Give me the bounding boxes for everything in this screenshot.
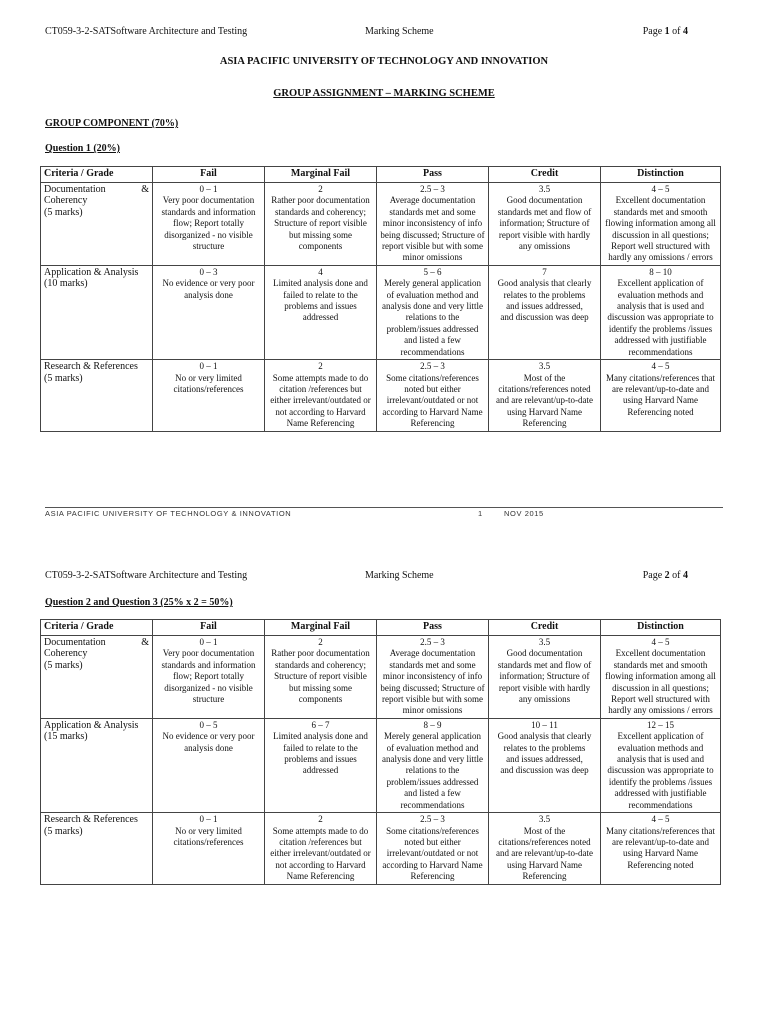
- criteria-cell: [41, 718, 153, 812]
- criteria-title: [44, 637, 149, 648]
- grade-cell: 3.5 Most of the citations/references noted and are relevant/up-to-date using Harvard Name Referencing: [489, 813, 601, 884]
- criteria-name-cont: Coherency: [44, 648, 88, 660]
- criteria-marks: (15 marks): [44, 731, 88, 743]
- criteria-marks: (5 marks): [44, 206, 83, 218]
- column-header: Marginal Fail: [265, 620, 377, 636]
- grade-cell: 2.5 – 3 Some citations/references noted but either irrelevant/outdated or not according to Harvard Name Referencing: [377, 813, 489, 884]
- document-page-2: [0, 560, 768, 1024]
- grade-cell: 6 – 7 Limited analysis done and failed to relate to the problems and issues addressed: [265, 718, 377, 812]
- criteria-title: [44, 361, 149, 372]
- grade-cell: 0 – 1 No or very limited citations/references: [153, 360, 265, 431]
- grade-cell: 5 – 6 Merely general application of evaluation method and analysis done and very little relations to the problem/issues addressed and listed a few recommendations: [377, 265, 489, 359]
- criteria-name: Documentation: [44, 637, 106, 648]
- grade-cell: 0 – 1 Very poor documentation standards and information flow; Report totally disorganized - no visible structure: [153, 183, 265, 266]
- table-row: [41, 183, 721, 266]
- page-indicator: Page 1 of 4: [642, 26, 688, 37]
- grade-cell: 2 Rather poor documentation standards and coherency; Structure of report visible but missing some components: [265, 636, 377, 719]
- footer-page-number: 1: [478, 509, 483, 518]
- column-header: Fail: [153, 167, 265, 183]
- grade-cell: 4 – 5 Many citations/references that are relevant/up-to-date and using Harvard Name Referencing noted: [601, 360, 721, 431]
- assignment-title: GROUP ASSIGNMENT – MARKING SCHEME: [273, 88, 495, 99]
- grade-cell: 7 Good analysis that clearly relates to the problems and issues addressed, and discussion was deep: [489, 265, 601, 359]
- component-heading: GROUP COMPONENT (70%): [45, 118, 179, 129]
- document-type: Marking Scheme: [365, 570, 434, 581]
- criteria-marks: (5 marks): [44, 659, 83, 671]
- question-heading: Question 2 and Question 3 (25% x 2 = 50%): [45, 597, 233, 608]
- grade-cell: 3.5 Good documentation standards met and flow of information; Structure of report visible with hardly any omissions: [489, 183, 601, 266]
- grade-cell: 4 – 5 Many citations/references that are relevant/up-to-date and using Harvard Name Referencing noted: [601, 813, 721, 884]
- criteria-cell: [41, 265, 153, 359]
- criteria-ampersand: &: [141, 637, 149, 648]
- criteria-name-cont: Coherency: [44, 195, 88, 207]
- grade-cell: 8 – 10 Excellent application of evaluation methods and analysis that is used and discussion was appropriate to identify the problems /issues addressed with justifiable recommendations: [601, 265, 721, 359]
- criteria-title: [44, 267, 149, 278]
- grade-cell: 0 – 3 No evidence or very poor analysis done: [153, 265, 265, 359]
- grade-cell: 12 – 15 Excellent application of evaluation methods and analysis that is used and discussion was appropriate to identify the problems /issues addressed with justifiable recommendations: [601, 718, 721, 812]
- column-header: Credit: [489, 620, 601, 636]
- grade-cell: 4 – 5 Excellent documentation standards met and smooth flowing information among all discussion in all questions; Report well structured with hardly any omissions / errors: [601, 183, 721, 266]
- grade-cell: 0 – 1 Very poor documentation standards and information flow; Report totally disorganized - no visible structure: [153, 636, 265, 719]
- criteria-name: Research & References: [44, 814, 138, 826]
- grade-cell: 10 – 11 Good analysis that clearly relates to the problems and issues addressed, and discussion was deep: [489, 718, 601, 812]
- criteria-name: Research & References: [44, 361, 138, 373]
- column-header: Pass: [377, 167, 489, 183]
- grade-cell: 0 – 5 No evidence or very poor analysis done: [153, 718, 265, 812]
- table-row: [41, 360, 721, 431]
- criteria-name: Application & Analysis: [44, 266, 139, 278]
- grade-cell: 2 Rather poor documentation standards and coherency; Structure of report visible but missing some components: [265, 183, 377, 266]
- page-footer: [45, 507, 723, 518]
- criteria-cell: [41, 813, 153, 884]
- page-header: [45, 570, 688, 584]
- criteria-name: Application & Analysis: [44, 719, 139, 731]
- grade-cell: 2 Some attempts made to do citation /references but either irrelevant/outdated or not according to Harvard Name Referencing: [265, 813, 377, 884]
- grade-cell: 2.5 – 3 Average documentation standards met and some minor inconsistency of info being discussed; Structure of report visible but with some minor omissions: [377, 183, 489, 266]
- table-row: [41, 636, 721, 719]
- grade-cell: 4 – 5 Excellent documentation standards met and smooth flowing information among all discussion in all questions; Report well structured with hardly any omissions / errors: [601, 636, 721, 719]
- table-header-row: [41, 167, 721, 183]
- marking-table-q1: [40, 166, 721, 432]
- criteria-title: [44, 720, 149, 731]
- column-header: Distinction: [601, 620, 721, 636]
- criteria-ampersand: &: [141, 184, 149, 195]
- criteria-title: [44, 184, 149, 195]
- table-row: [41, 813, 721, 884]
- course-title: CT059-3-2-SATSoftware Architecture and Testing: [45, 26, 248, 37]
- criteria-cell: [41, 183, 153, 266]
- grade-cell: 3.5 Good documentation standards met and flow of information; Structure of report visible with hardly any omissions: [489, 636, 601, 719]
- table-header-row: [41, 620, 721, 636]
- grade-cell: 0 – 1 No or very limited citations/references: [153, 813, 265, 884]
- grade-cell: 3.5 Most of the citations/references noted and are relevant/up-to-date using Harvard Name Referencing: [489, 360, 601, 431]
- footer-university: ASIA PACIFIC UNIVERSITY OF TECHNOLOGY & INNOVATION: [45, 509, 292, 518]
- column-header: Criteria / Grade: [41, 620, 153, 636]
- criteria-marks: (5 marks): [44, 825, 83, 837]
- grade-cell: 2.5 – 3 Average documentation standards met and some minor inconsistency of info being discussed; Structure of report visible but with some minor omissions: [377, 636, 489, 719]
- question-heading: Question 1 (20%): [45, 143, 120, 154]
- column-header: Criteria / Grade: [41, 167, 153, 183]
- page-header: [45, 26, 688, 40]
- footer-date: NOV 2015: [504, 509, 544, 518]
- column-header: Marginal Fail: [265, 167, 377, 183]
- grade-cell: 2.5 – 3 Some citations/references noted but either irrelevant/outdated or not according to Harvard Name Referencing: [377, 360, 489, 431]
- column-header: Fail: [153, 620, 265, 636]
- criteria-marks: (5 marks): [44, 372, 83, 384]
- marking-table-q2-q3: [40, 619, 721, 885]
- grade-cell: 2 Some attempts made to do citation /references but either irrelevant/outdated or not according to Harvard Name Referencing: [265, 360, 377, 431]
- column-header: Credit: [489, 167, 601, 183]
- table-row: [41, 265, 721, 359]
- criteria-marks: (10 marks): [44, 278, 88, 290]
- column-header: Pass: [377, 620, 489, 636]
- table-row: [41, 718, 721, 812]
- criteria-name: Documentation: [44, 184, 106, 195]
- grade-cell: 8 – 9 Merely general application of evaluation method and analysis done and very little relations to the problem/issues addressed and listed a few recommendations: [377, 718, 489, 812]
- criteria-title: [44, 814, 149, 825]
- course-title: CT059-3-2-SATSoftware Architecture and Testing: [45, 570, 248, 581]
- university-title: ASIA PACIFIC UNIVERSITY OF TECHNOLOGY AND INNOVATION: [219, 56, 549, 67]
- criteria-cell: [41, 360, 153, 431]
- grade-cell: 4 Limited analysis done and failed to relate to the problems and issues addressed: [265, 265, 377, 359]
- column-header: Distinction: [601, 167, 721, 183]
- criteria-cell: [41, 636, 153, 719]
- document-type: Marking Scheme: [365, 26, 434, 37]
- page-indicator: Page 2 of 4: [642, 570, 688, 581]
- page-gap: [0, 528, 768, 560]
